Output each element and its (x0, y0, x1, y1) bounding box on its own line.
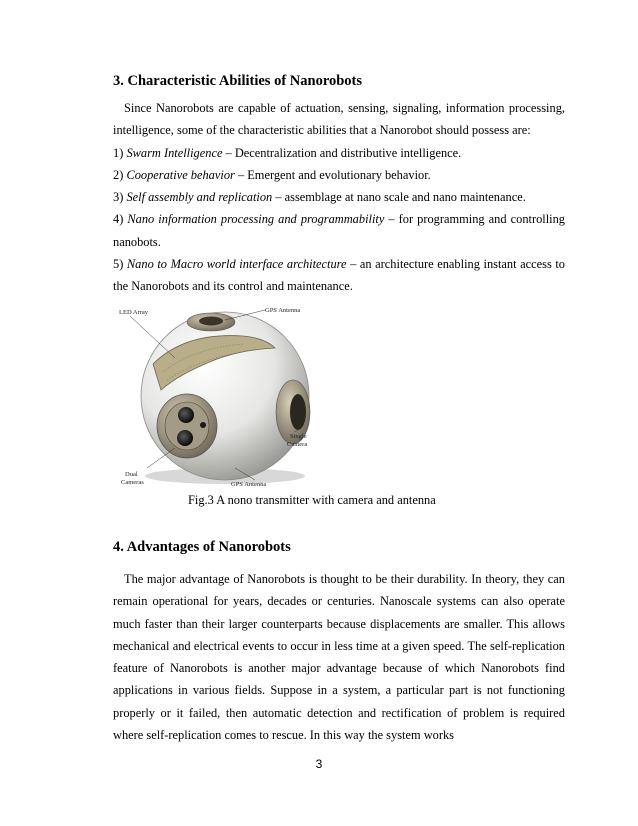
section-3-intro: Since Nanorobots are capable of actuation, sensing, signaling, information processing, intelligence, some of the characteristic abilities that a Nanorobot should possess are: (113, 101, 565, 138)
ability-item: 3) Self assembly and replication – assemblage at nano scale and nano maintenance. (113, 190, 526, 205)
ability-item: 5) Nano to Macro world interface architecture – an architecture enabling instant access to the Nanorobots and its control and maintenance. (113, 257, 565, 294)
section-3-heading: 3. Characteristic Abilities of Nanorobots (113, 73, 363, 89)
label-gps-antenna-bottom: GPS Antenna (231, 481, 267, 488)
label-dual-cameras-2: Cameras (121, 479, 144, 486)
page-number: 3 (315, 757, 323, 771)
ability-item: 2) Cooperative behavior – Emergent and evolutionary behavior. (113, 167, 431, 182)
ability-item: 1) Swarm Intelligence – Decentralization and distributive intelligence. (113, 145, 462, 160)
section-4-body (113, 568, 565, 746)
figure-caption: Fig.3 A nono transmitter with camera and antenna (188, 493, 436, 507)
label-dual-cameras-1: Dual (125, 471, 138, 478)
ability-item: 4) Nano information processing and programmability – for programming and controlling nanobots. (113, 212, 565, 249)
label-single-camera-1: Single (290, 433, 307, 440)
section-3-body (113, 97, 565, 298)
label-led-array: LED Array (119, 309, 149, 316)
nanorobot-figure (115, 298, 340, 490)
nanorobot-illustration (115, 298, 340, 490)
label-single-camera-2: Camera (287, 441, 308, 448)
label-gps-antenna-top: GPS Antenna (265, 307, 301, 314)
section-4-paragraph: The major advantage of Nanorobots is thought to be their durability. In theory, they can remain operational for years, decades or centuries. Nanoscale systems can also operate much faster than their larger counterparts because displacements are smaller. This allows mechanical and electrical events to occur in less time at a given speed. The self-replication feature of Nanorobots is another major advantage because of which Nanorobots find applications in various fields. Suppose in a system, a particular part is not functioning properly or it failed, then automatic detection and rectification of problem is required where self-replication comes to rescue. In this way the system works (113, 572, 565, 743)
section-4-heading: 4. Advantages of Nanorobots (113, 539, 291, 555)
